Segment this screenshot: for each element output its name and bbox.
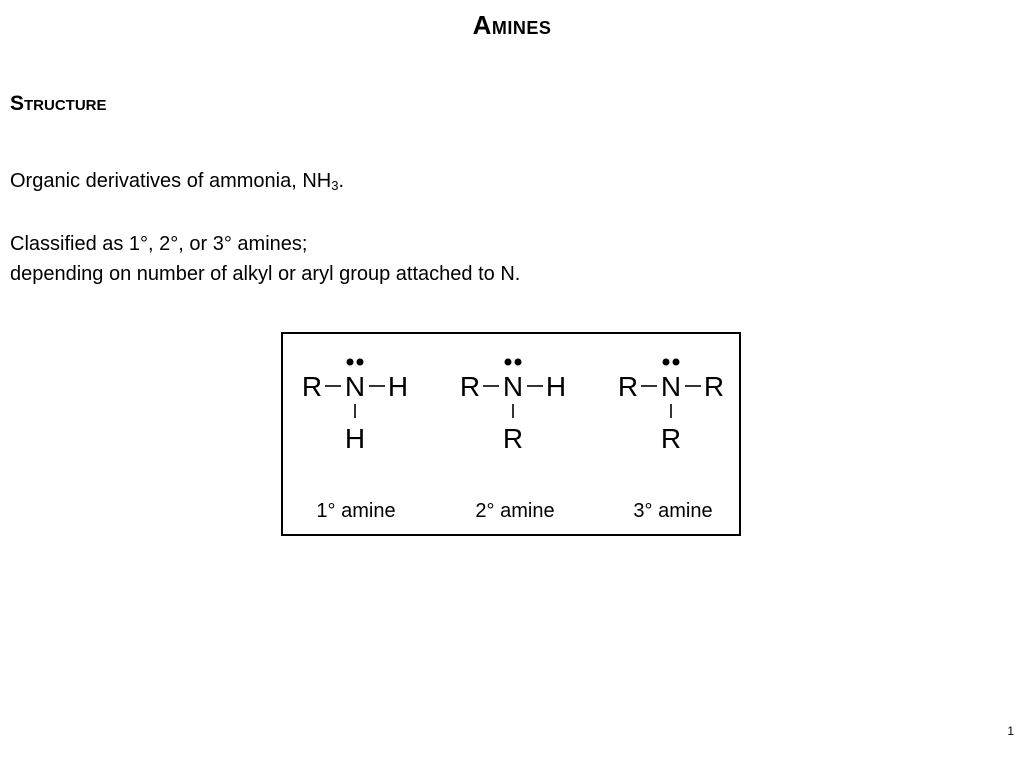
lone-pair-dot-right (515, 359, 522, 366)
bottom-substituent: H (344, 423, 366, 454)
definition-text (10, 170, 344, 193)
bottom-substituent: R (660, 423, 682, 454)
ammonia-subscript: 3 (331, 178, 339, 193)
amine-caption: 1° amine (316, 500, 396, 522)
classification-text: Classified as 1°, 2°, or 3° amines; (10, 233, 308, 255)
left-substituent: R (459, 371, 481, 402)
page-number: 1 (1007, 724, 1014, 738)
right-substituent: H (545, 371, 567, 402)
lone-pair-dot-left (347, 359, 354, 366)
bottom-substituent: R (502, 423, 524, 454)
right-substituent: R (703, 371, 725, 402)
amine-structures-svg (283, 334, 743, 538)
left-substituent: R (301, 371, 323, 402)
lone-pair-dot-left (505, 359, 512, 366)
nitrogen-atom: N (344, 371, 366, 402)
nitrogen-atom: N (502, 371, 524, 402)
classification-detail-text: depending on number of alkyl or aryl group attached to N. (10, 263, 521, 285)
right-substituent: H (387, 371, 409, 402)
nitrogen-atom: N (660, 371, 682, 402)
amine-caption: 2° amine (475, 500, 555, 522)
amine-caption: 3° amine (633, 500, 713, 522)
tertiary-amine-structure (618, 359, 724, 523)
definition-text-main: Organic derivatives of ammonia, NH (10, 170, 332, 192)
lone-pair-dot-left (663, 359, 670, 366)
definition-text-end: . (338, 170, 345, 192)
secondary-amine-structure (460, 359, 566, 523)
left-substituent: R (617, 371, 639, 402)
amine-structures-diagram (281, 332, 741, 536)
section-heading: Structure (10, 92, 107, 115)
lone-pair-dot-right (673, 359, 680, 366)
slide-title: Amines (472, 10, 552, 40)
primary-amine-structure (302, 359, 408, 523)
lone-pair-dot-right (357, 359, 364, 366)
